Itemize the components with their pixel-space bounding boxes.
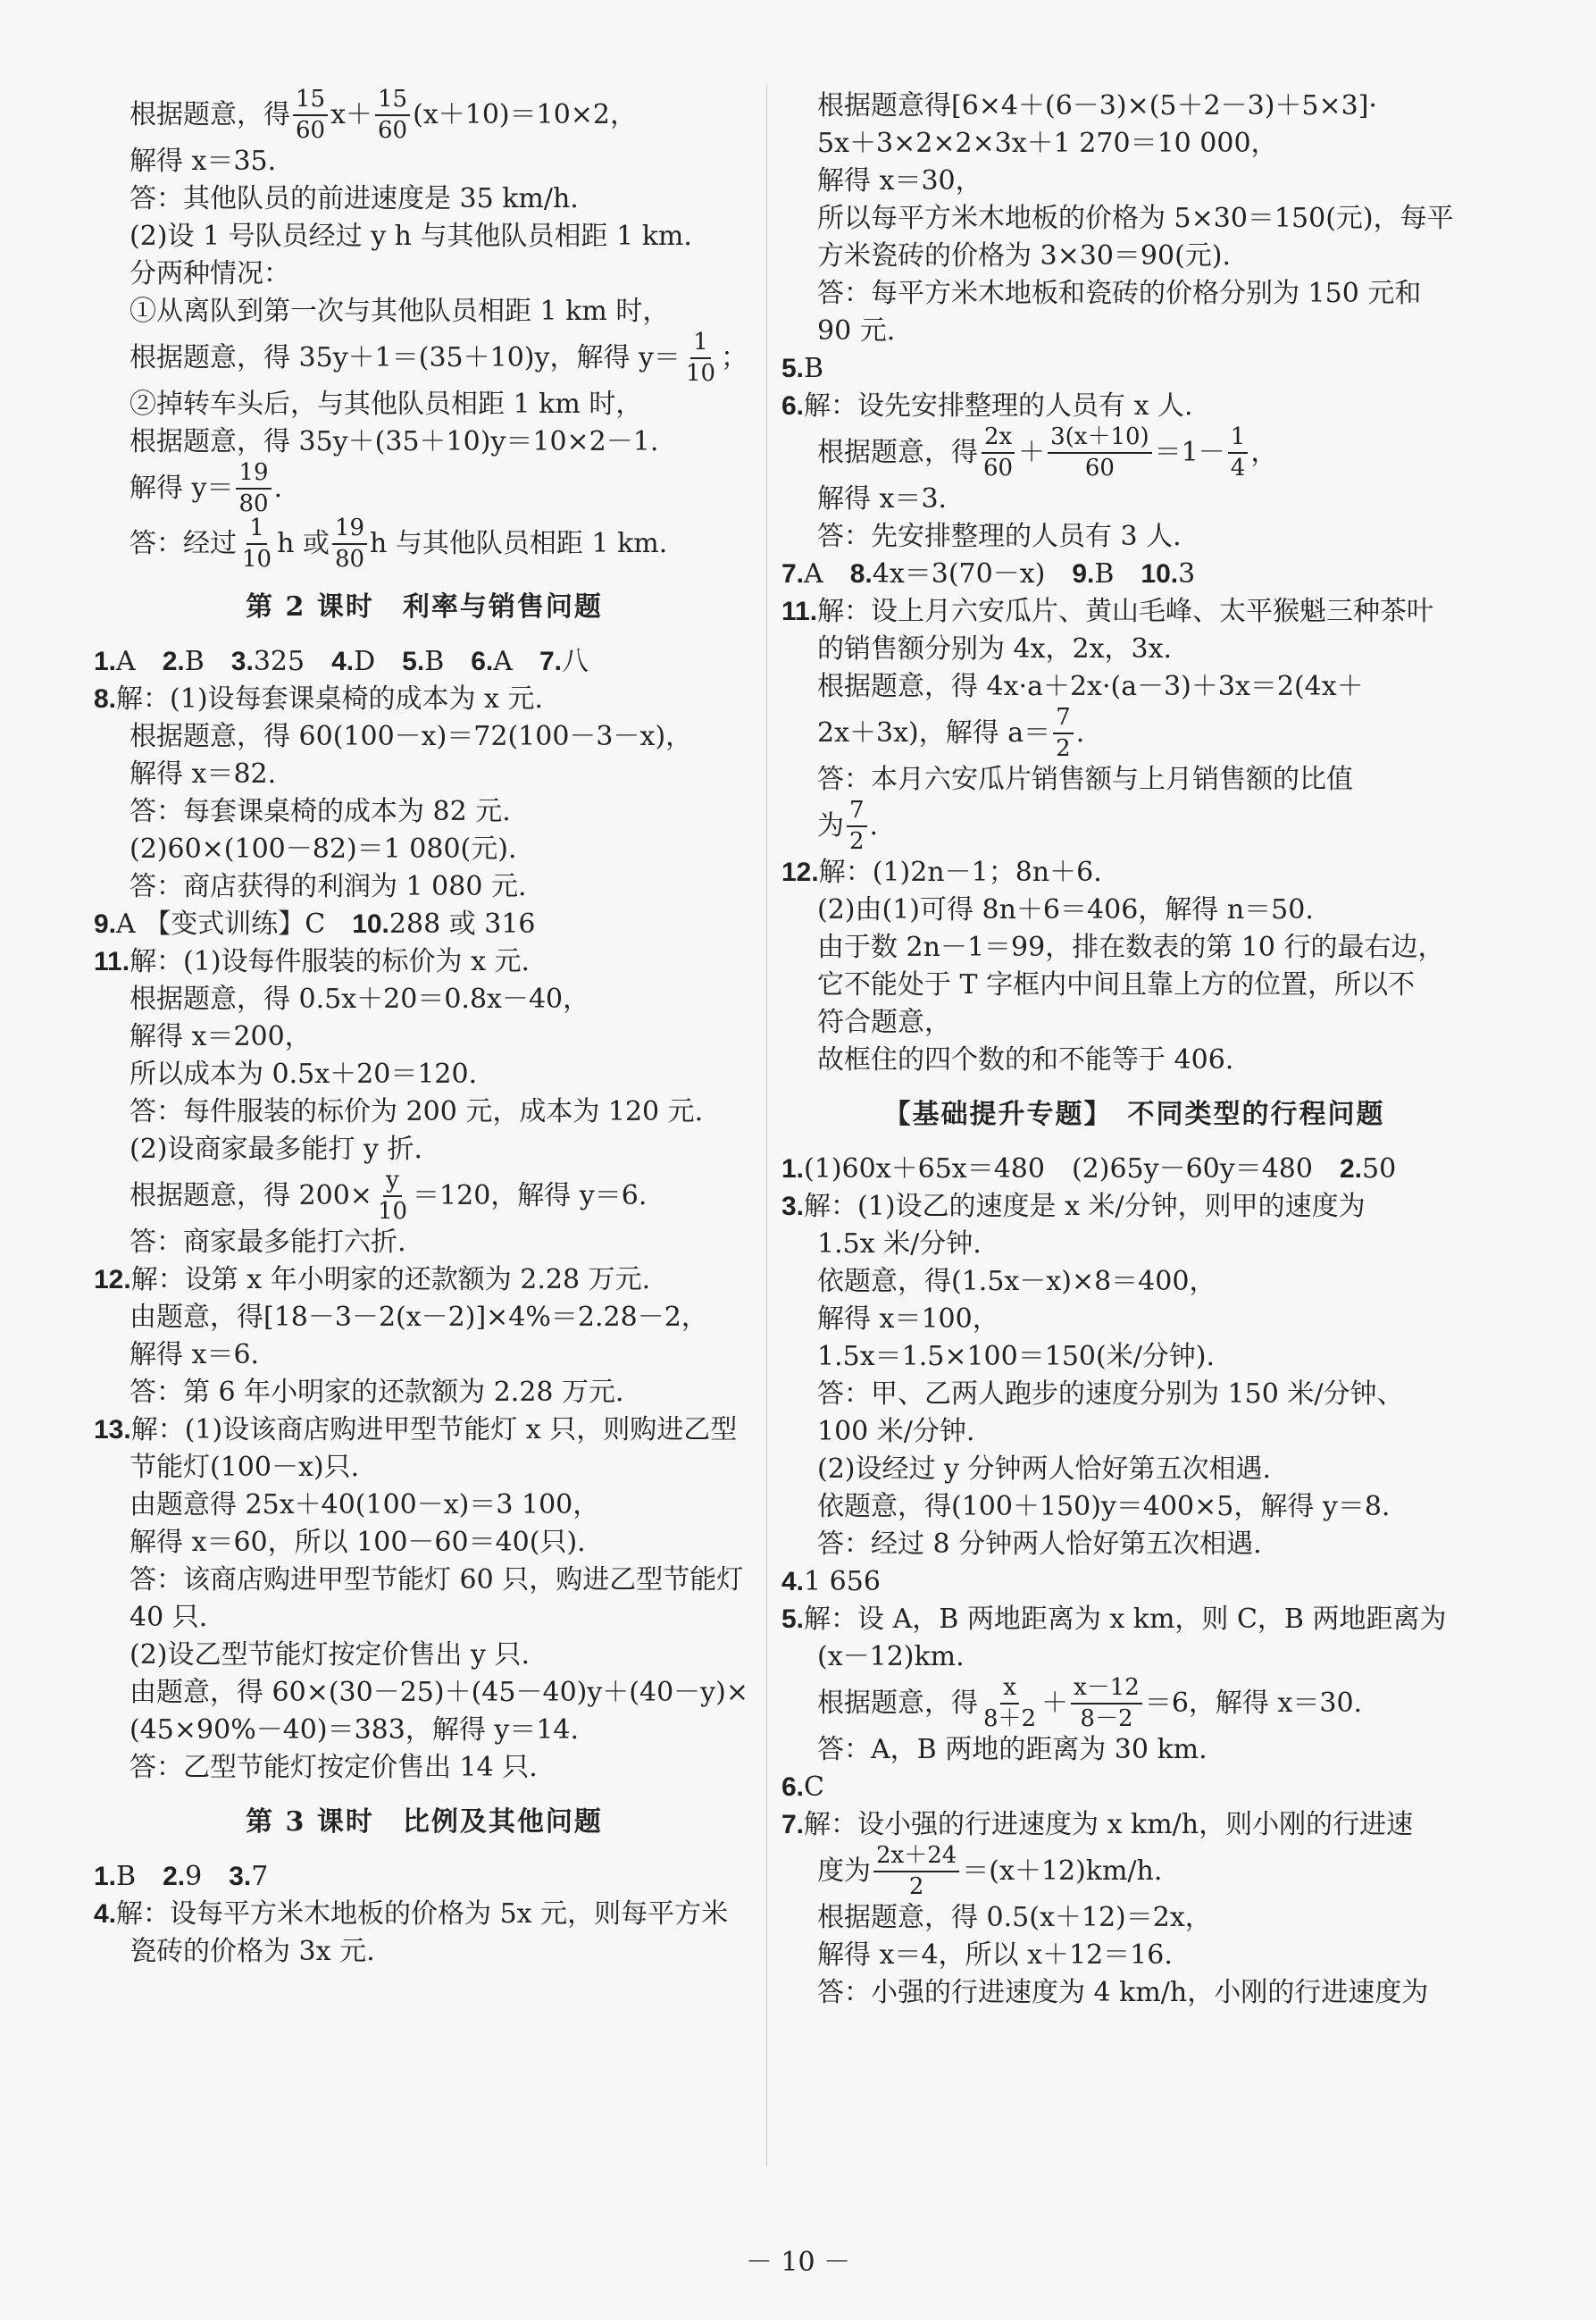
text-line: 40 只. [130,1602,208,1633]
text-line: 答：商家最多能打六折. [130,1227,406,1258]
text-line: 答：每平方米木地板和瓷砖的价格分别为 150 元和 [817,278,1422,309]
text-line: 答：经过 $\frac{1}{10}$ h 或 $\frac{19}{80}$ h 与其他队员相距 1 km. [130,515,668,573]
fraction: $\frac{15}{60}$ [375,87,410,143]
text-line: 根据题意，得 $\frac{15}{60}$ x＋ $\frac{15}{60}$ (x＋10)＝10×2， [130,86,638,144]
text-line: (2)60×(100－82)＝1 080(元). [130,833,517,865]
text-line: 由于数 2n－1＝99，排在数表的第 10 行的最右边， [817,932,1445,963]
text-line: 根据题意，得 $\frac{2x}{60}$ ＋ $\frac{3(x+10)}{60}$ ＝1－ $\frac{1}{4}$ ， [817,423,1278,482]
right-column [781,88,1487,2012]
text-line: 答：小强的行进速度为 4 km/h，小刚的行进速度为 [817,1977,1429,2008]
section-title: 第 2 课时 利率与销售问题 [246,591,603,623]
answer-line: 6. C [781,1771,824,1803]
text-line: ①从离队到第一次与其他队员相距 1 km 时， [130,296,670,327]
text-line: 节能灯(100－x)只. [130,1452,360,1483]
text-line: 根据题意，得 60(100－x)＝72(100－3－x)， [130,721,693,752]
text-line: (2)设商家最多能打 y 折. [130,1134,423,1165]
text-line: 故框住的四个数的和不能等于 406. [817,1044,1234,1076]
fraction: $\frac{y}{10}$ [377,1167,408,1225]
question-line: 7. 解：设小强的行进速度为 x km/h，则小刚的行进速 [781,1809,1414,1840]
text-line: 答：该商店购进甲型节能灯 60 只，购进乙型节能灯 [130,1564,744,1596]
text-line: 答：经过 8 分钟两人恰好第五次相遇. [817,1529,1262,1560]
fraction: $\frac{3(x+10)}{60}$ [1048,424,1152,481]
answer-line: 5. B [781,353,824,384]
section-title: 【基础提升专题】 不同类型的行程问题 [883,1099,1385,1130]
question-line: 4. 解：设每平方米木地板的价格为 5x 元，则每平方米 [94,1898,729,1930]
text-line: 所以每平方米木地板的价格为 5×30＝150(元)，每平 [817,203,1454,234]
page-number: － 10 － [745,2247,851,2278]
question-line: 11. 解：设上月六安瓜片、黄山毛峰、太平猴魁三种茶叶 [781,596,1434,627]
text-line: 方米瓷砖的价格为 3×30＝90(元). [817,240,1232,272]
text-line: 由题意，得[18－3－2(x－2)]×4%＝2.28－2， [130,1302,708,1333]
question-line: 6. 解：设先安排整理的人员有 x 人. [781,390,1193,422]
text-line: 的销售额分别为 4x，2x，3x. [817,633,1173,665]
question-line: 12. 解：(1)2n－1；8n＋6. [781,857,1102,888]
fraction: $\frac{x-12}{8-2}$ [1071,1675,1142,1731]
fraction: $\frac{15}{60}$ [293,87,328,143]
text-line: 解得 x＝3. [817,483,948,515]
text-line: 解得 x＝35. [130,146,277,177]
text-line: 解得 x＝100， [817,1303,999,1335]
text-line: 根据题意，得 0.5(x＋12)＝2x， [817,1902,1212,1933]
question-line: 11. 解：(1)设每件服装的标价为 x 元. [94,946,531,977]
fraction: $\frac{19}{80}$ [332,515,367,572]
text-line: 1.5x＝1.5×100＝150(米/分钟). [817,1341,1216,1372]
fraction: $\frac{1}{10}$ [685,329,716,387]
fraction: $\frac{7}{2}$ [847,798,867,854]
text-line: 答：第 6 年小明家的还款额为 2.28 万元. [130,1377,624,1408]
text-line: 解得 x＝30， [817,165,982,197]
text-line: 解得 y＝ $\frac{19}{80}$ . [130,459,283,517]
text-line: 1.5x 米/分钟. [817,1228,982,1260]
answer-line: 1. B 2. 9 3. 7 [94,1861,269,1892]
text-line: 根据题意，得 $\frac{x}{8+2}$ ＋ $\frac{x-12}{8-2}$ ＝6，解得 x＝30. [817,1674,1363,1732]
text-line: 度为 $\frac{2x+24}{2}$ ＝(x＋12)km/h. [817,1842,1163,1900]
text-line: 解得 x＝6. [130,1339,260,1370]
text-line: 瓷砖的价格为 3x 元. [130,1936,375,1967]
question-line: 13. 解：(1)设该商店购进甲型节能灯 x 只，则购进乙型 [94,1414,738,1445]
text-line: 解得 x＝60，所以 100－60＝40(只). [130,1527,586,1558]
text-line: 根据题意，得 0.5x＋20＝0.8x－40， [130,984,590,1015]
text-line: 它不能处于 T 字框内中间且靠上方的位置，所以不 [817,969,1416,1001]
text-line: 解得 x＝4，所以 x＋12＝16. [817,1939,1173,1971]
question-line: 8. 解：(1)设每套课桌椅的成本为 x 元. [94,683,544,715]
fraction: $\frac{1}{4}$ [1228,424,1249,481]
fraction: $\frac{19}{80}$ [236,460,271,516]
text-line: 根据题意，得 200× $\frac{y}{10}$ ＝120，解得 y＝6. [130,1167,648,1225]
answer-line: 1. (1)60x＋65x＝480 (2)65y－60y＝480 2. 50 [781,1153,1397,1185]
fraction: $\frac{1}{10}$ [242,515,272,573]
text-line: (2)由(1)可得 8n＋6＝406，解得 n＝50. [817,894,1314,925]
text-line: 5x＋3×2×2×3x＋1 270＝10 000， [817,128,1278,159]
section-title: 第 3 课时 比例及其他问题 [246,1806,603,1838]
text-line: (45×90%－40)＝383，解得 y＝14. [130,1714,580,1746]
text-line: 答：其他队员的前进速度是 35 km/h. [130,183,579,214]
answer-line: 7. A 8. 4x＝3(70－x) 9. B 10. 3 [781,558,1196,590]
text-line: 由题意得 25x＋40(100－x)＝3 100， [130,1489,600,1520]
text-line: (2)设 1 号队员经过 y h 与其他队员相距 1 km. [130,221,692,252]
text-line: 答：本月六安瓜片销售额与上月销售额的比值 [817,764,1353,795]
text-line: 根据题意，得 35y＋1＝(35＋10)y，解得 y＝ $\frac{1}{10}$ ； [130,329,748,387]
text-line: 依题意，得(1.5x－x)×8＝400， [817,1266,1216,1297]
text-line: 根据题意得[6×4＋(6－3)×(5＋2－3)＋5×3]· [817,90,1377,121]
fraction: $\frac{2x}{60}$ [981,424,1015,481]
text-line: 解得 x＝200， [130,1021,312,1052]
text-line: 答：先安排整理的人员有 3 人. [817,521,1182,552]
text-line: 2x＋3x)，解得 a＝ $\frac{7}{2}$ . [817,704,1085,762]
text-line: 答：甲、乙两人跑步的速度分别为 150 米/分钟、 [817,1378,1404,1410]
question-line: 3. 解：(1)设乙的速度是 x 米/分钟，则甲的速度为 [781,1191,1366,1222]
text-line: ②掉转车头后，与其他队员相距 1 km 时， [130,389,643,420]
left-column [94,88,755,1971]
text-line: 100 米/分钟. [817,1416,975,1447]
text-line: 解得 x＝82. [130,758,277,790]
text-line: 答：每套课桌椅的成本为 82 元. [130,796,511,827]
column-divider [766,85,767,2166]
text-line: 分两种情况： [130,258,290,289]
question-line: 5. 解：设 A，B 两地距离为 x km，则 C，B 两地距离为 [781,1604,1447,1635]
question-line: 12. 解：设第 x 年小明家的还款额为 2.28 万元. [94,1264,651,1295]
text-line: 90 元. [817,315,896,347]
text-line: 根据题意，得 4x·a＋2x·(a－3)＋3x＝2(4x＋ [817,671,1364,702]
text-line: 答：A，B 两地的距离为 30 km. [817,1734,1207,1765]
fraction: $\frac{7}{2}$ [1053,705,1074,761]
text-line: 答：乙型节能灯按定价售出 14 只. [130,1752,538,1783]
text-line: (2)设经过 y 分钟两人恰好第五次相遇. [817,1453,1272,1485]
text-line: 由题意，得 60×(30－25)＋(45－40)y＋(40－y)× [130,1677,748,1708]
fraction: $\frac{x}{8+2}$ [983,1674,1037,1732]
text-line: 为 $\frac{7}{2}$ . [817,797,879,855]
text-line: 依题意，得(100＋150)y＝400×5，解得 y＝8. [817,1491,1391,1522]
text-line: (2)设乙型节能灯按定价售出 y 只. [130,1639,531,1671]
text-line: 根据题意，得 35y＋(35＋10)y＝10×2－1. [130,426,659,457]
text-line: 符合题意， [817,1007,951,1038]
text-line: (x－12)km. [817,1641,965,1672]
fraction: $\frac{2x+24}{2}$ [873,1843,959,1899]
text-line: 答：每件服装的标价为 200 元，成本为 120 元. [130,1096,704,1127]
answer-line: 9. A 【变式训练】C 10. 288 或 316 [94,909,536,940]
text-line: 答：商店获得的利润为 1 080 元. [130,871,527,902]
text-line: 所以成本为 0.5x＋20＝120. [130,1059,478,1090]
answer-line: 4. 1 656 [781,1566,881,1597]
answer-line: 1. A 2. B 3. 325 4. D 5. B 6. A 7. 八 [94,646,589,677]
